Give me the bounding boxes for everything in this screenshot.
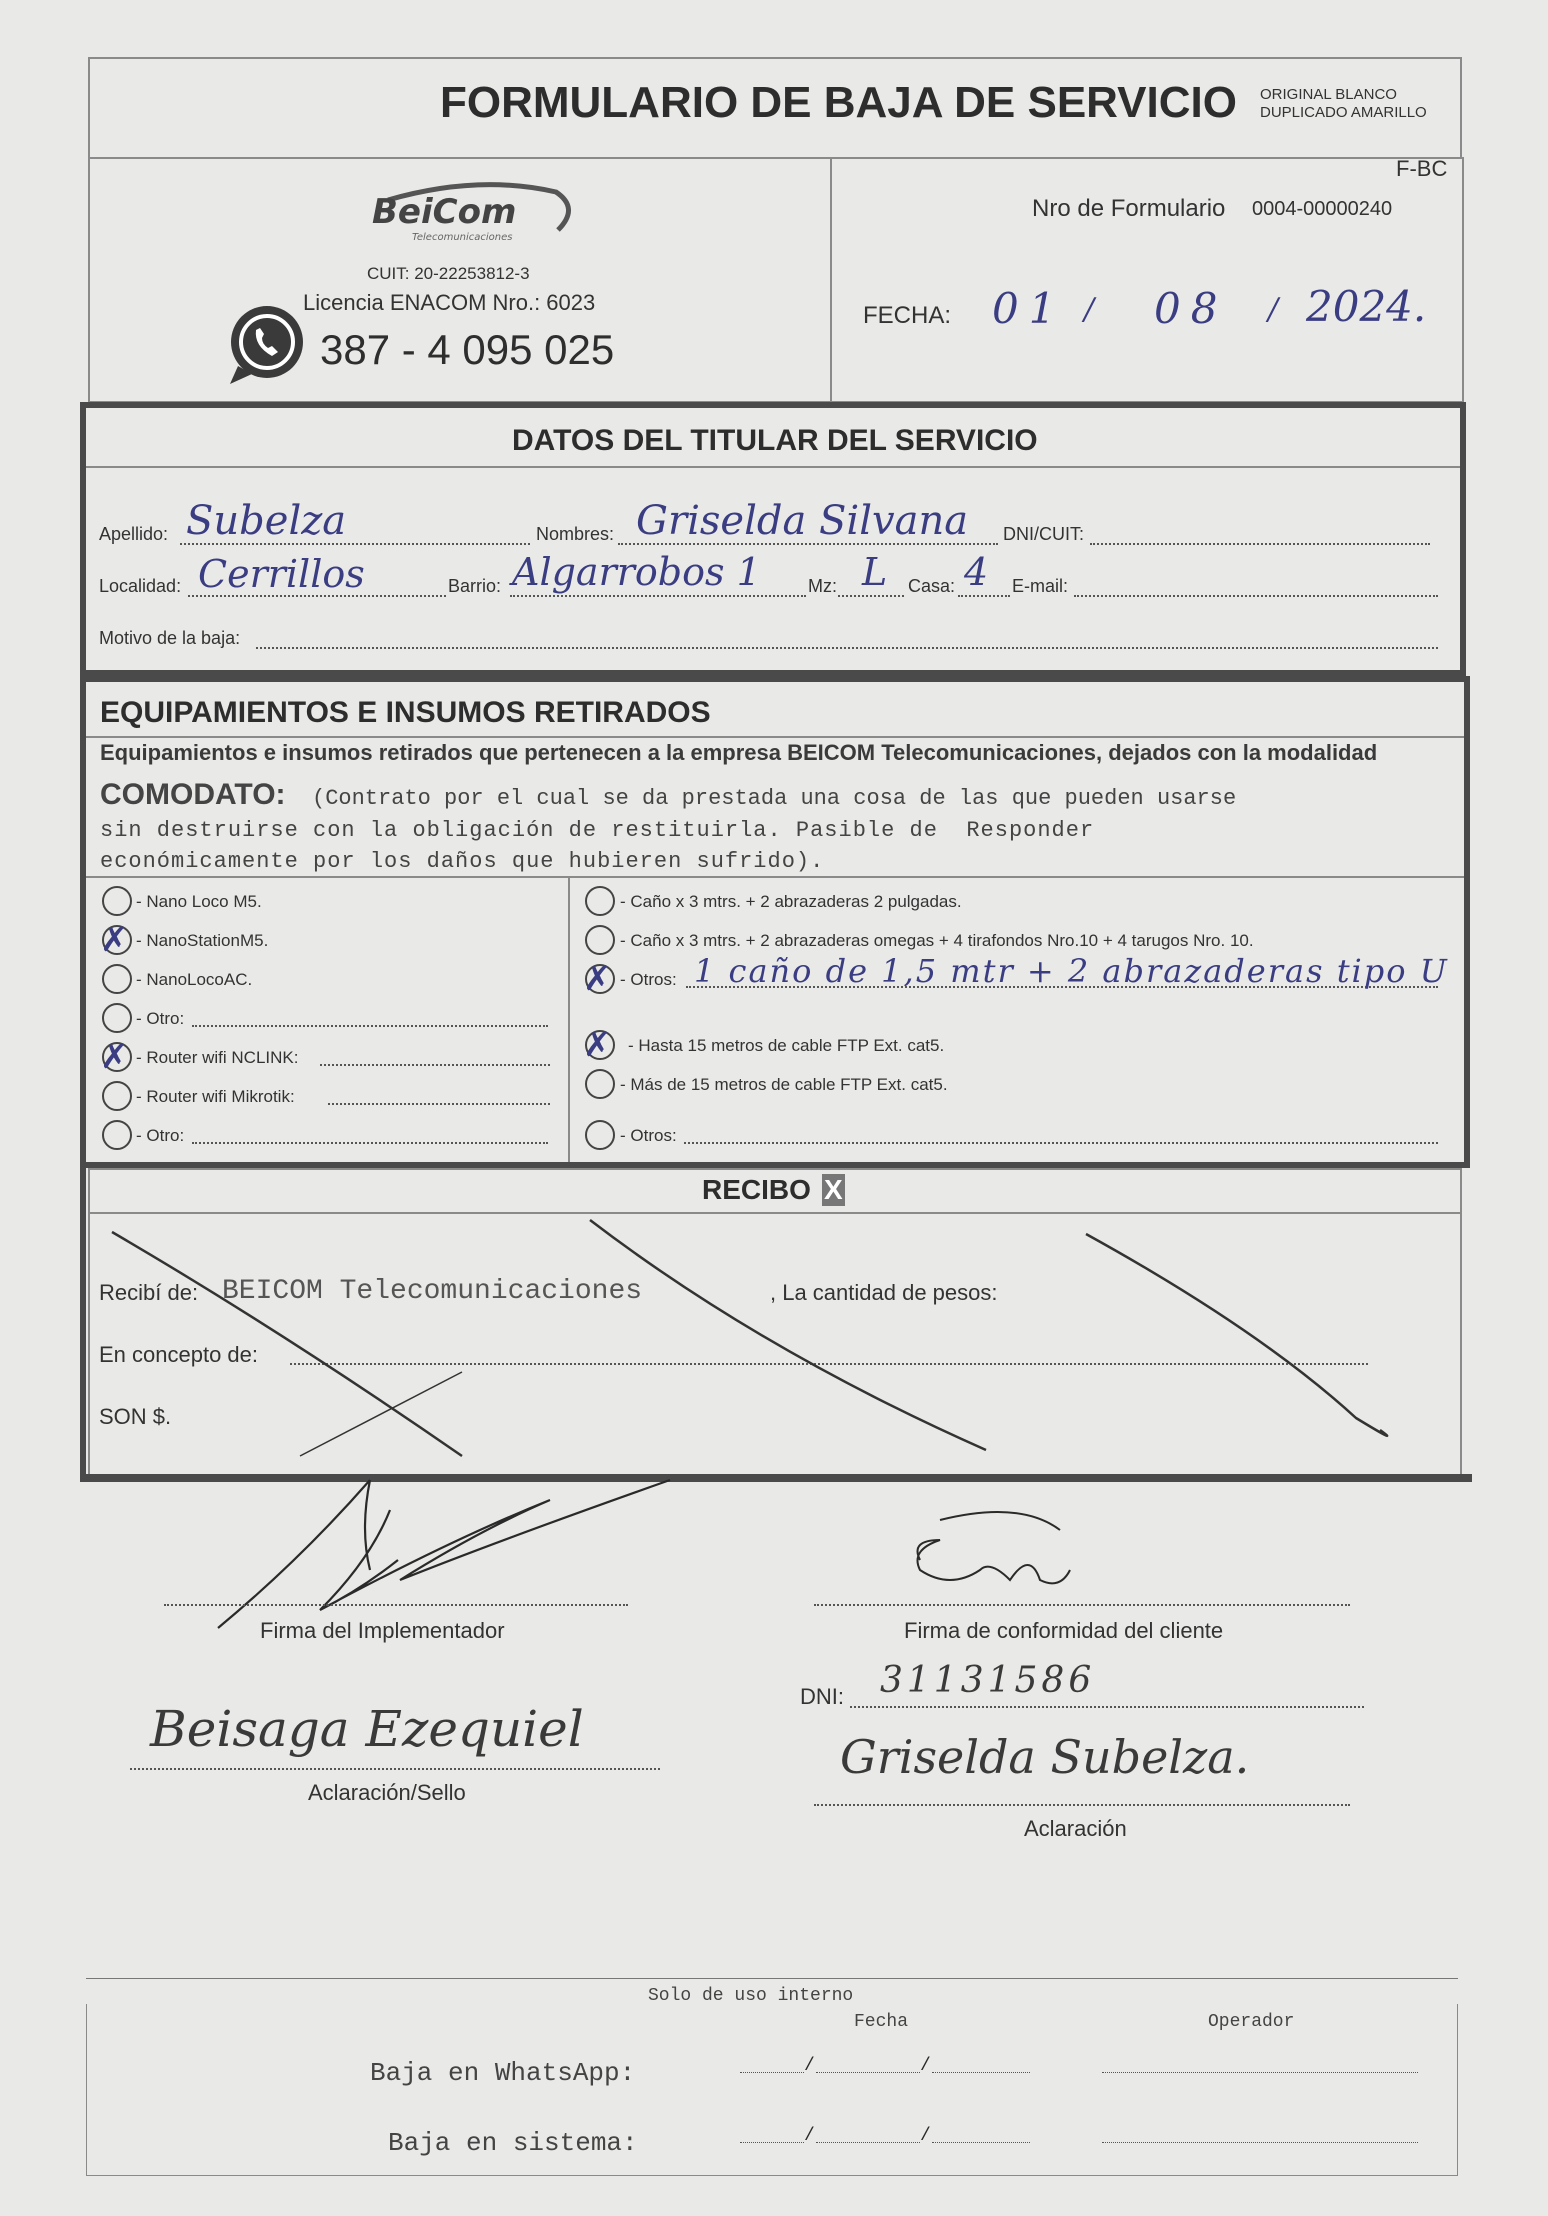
internal-col-operador: Operador [1208, 2012, 1295, 2032]
checkbox-nano-loco-m5[interactable] [102, 886, 132, 916]
whatsapp-sep-1: / [804, 2056, 815, 2076]
otro-2-line [192, 1142, 548, 1144]
implementer-name: Beisaga Ezequiel [150, 1700, 584, 1758]
son-label: SON $. [99, 1404, 172, 1429]
router-mikrotik-line [328, 1103, 550, 1105]
company-cuit: CUIT: 20-22253812-3 [367, 264, 530, 283]
recibi-value: BEICOM Telecomunicaciones [222, 1276, 643, 1307]
item-nanostation-m5: - NanoStationM5. [136, 931, 269, 950]
item-otro-1: - Otro: [136, 1009, 185, 1028]
copy-note-duplicate: DUPLICADO AMARILLO [1260, 104, 1427, 121]
date-year: 2024. [1306, 282, 1427, 331]
otro-1-line [192, 1025, 548, 1027]
internal-row-sistema: Baja en sistema: [388, 2128, 638, 2158]
motivo-line [256, 647, 1438, 649]
mz-label: Mz: [808, 576, 837, 596]
date-sep-2: / [1268, 292, 1279, 327]
checkmark-x-icon: ✗ [583, 1025, 612, 1065]
apellido-value: Subelza [186, 498, 347, 544]
recibi-label: Recibí de: [99, 1280, 199, 1305]
concepto-label: En concepto de: [99, 1342, 259, 1367]
checkmark-x-icon: ✗ [100, 1037, 129, 1077]
equipment-intro: Equipamientos e insumos retirados que pertenecen a la empresa BEICOM Telecomunicaciones, dejados con la modalidad [100, 740, 1378, 765]
item-cable-mas-15m: - Más de 15 metros de cable FTP Ext. cat5. [620, 1075, 948, 1094]
item-router-nclink: - Router wifi NCLINK: [136, 1048, 299, 1067]
date-label: FECHA: [863, 302, 952, 329]
logo-text: BeiCom [372, 192, 517, 232]
casa-line [958, 595, 1010, 597]
implementer-signature-label: Firma del Implementador [260, 1618, 505, 1643]
whatsapp-icon [222, 300, 308, 386]
comodato-text-2: sin destruirse con la obligación de restituirla. Pasible de Responder [100, 818, 1095, 843]
casa-value: 4 [964, 550, 989, 594]
casa-label: Casa: [908, 576, 956, 596]
form-number: 0004-00000240 [1252, 198, 1393, 220]
otros-2-line [684, 1142, 1438, 1144]
company-license: Licencia ENACOM Nro.: 6023 [303, 290, 596, 315]
whatsapp-year-line [932, 2072, 1030, 2073]
implementer-signature-line [164, 1604, 628, 1606]
checkbox-cable-mas-15m[interactable] [585, 1069, 615, 1099]
checkbox-router-mikrotik[interactable] [102, 1081, 132, 1111]
localidad-value: Cerrillos [198, 552, 365, 596]
client-name: Griselda Subelza. [840, 1730, 1250, 1784]
item-cable-15m: - Hasta 15 metros de cable FTP Ext. cat5. [628, 1036, 945, 1055]
client-dni-value: 31131586 [880, 1660, 1096, 1701]
nombres-label: Nombres: [536, 524, 615, 544]
form-info-box [830, 157, 1464, 403]
item-otro-2: - Otro: [136, 1126, 185, 1145]
client-name-line [814, 1804, 1350, 1806]
email-label: E-mail: [1012, 576, 1069, 596]
internal-title: Solo de uso interno [648, 1986, 854, 2006]
receipt-title-suffix: X [824, 1174, 843, 1205]
date-month: 08 [1154, 284, 1228, 333]
apellido-label: Apellido: [99, 524, 169, 544]
sistema-sep-1: / [804, 2126, 815, 2146]
whatsapp-month-line [816, 2072, 920, 2073]
equipment-title-divider [86, 736, 1464, 738]
item-cano-omegas: - Caño x 3 mtrs. + 2 abrazaderas omegas + 4 tirafondos Nro.10 + 4 tarugos Nro. 10. [620, 931, 1254, 950]
sistema-sep-2: / [920, 2126, 931, 2146]
form-title: FORMULARIO DE BAJA DE SERVICIO [440, 78, 1237, 127]
dni-cuit-label: DNI/CUIT: [1003, 524, 1084, 544]
checkbox-otro-2[interactable] [102, 1120, 132, 1150]
date-sep-1: / [1084, 292, 1095, 327]
client-signature-line [814, 1604, 1350, 1606]
comodato-word: COMODATO: [100, 778, 286, 811]
mz-line [838, 595, 904, 597]
implementer-name-label: Aclaración/Sello [308, 1780, 466, 1805]
whatsapp-day-line [740, 2072, 804, 2073]
equipment-column-divider [568, 878, 570, 1162]
motivo-label: Motivo de la baja: [99, 628, 241, 648]
implementer-signature [200, 1440, 680, 1640]
item-router-mikrotik: - Router wifi Mikrotik: [136, 1087, 295, 1106]
internal-top-rule [86, 1978, 1458, 1979]
sistema-month-line [816, 2142, 920, 2143]
client-dni-label: DNI: [800, 1684, 844, 1709]
barrio-line [510, 595, 806, 597]
checkbox-cano-2-pulgadas[interactable] [585, 886, 615, 916]
comodato-text-1: (Contrato por el cual se da prestada una cosa de las que pueden usarse [312, 786, 1237, 811]
localidad-label: Localidad: [99, 576, 182, 596]
whatsapp-sep-2: / [920, 2056, 931, 2076]
checkbox-nanoloco-ac[interactable] [102, 964, 132, 994]
item-nanoloco-ac: - NanoLocoAC. [136, 970, 253, 989]
receipt-section-title: RECIBO [702, 1174, 811, 1205]
client-signature-label: Firma de conformidad del cliente [904, 1618, 1224, 1643]
checkmark-x-icon: ✗ [583, 959, 612, 999]
item-otros-2: - Otros: [620, 1126, 677, 1145]
company-logo [368, 178, 578, 248]
form-code: F-BC [1396, 156, 1448, 181]
client-name-label: Aclaración [1024, 1816, 1127, 1841]
item-nano-loco-m5: - Nano Loco M5. [136, 892, 262, 911]
sistema-operador-line [1102, 2142, 1418, 2143]
checkbox-otro-1[interactable] [102, 1003, 132, 1033]
internal-col-fecha: Fecha [854, 2012, 909, 2032]
sistema-year-line [932, 2142, 1030, 2143]
copy-note-original: ORIGINAL BLANCO [1260, 86, 1397, 103]
email-line [1074, 595, 1438, 597]
nombres-value: Griselda Silvana [636, 498, 969, 544]
equipment-list-divider [86, 876, 1464, 878]
equipment-section-title: EQUIPAMIENTOS E INSUMOS RETIRADOS [100, 696, 711, 729]
barrio-label: Barrio: [448, 576, 502, 596]
barrio-value: Algarrobos 1 [512, 550, 761, 594]
checkmark-x-icon: ✗ [100, 920, 129, 960]
cantidad-label: , La cantidad de pesos: [770, 1280, 998, 1305]
comodato-text-3: económicamente por los daños que hubieren sufrido). [100, 849, 825, 874]
date-day: 01 [992, 284, 1066, 333]
client-signature [880, 1490, 1080, 1600]
otros-1-value: 1 caño de 1,5 mtr + 2 abrazaderas tipo U [694, 952, 1449, 990]
form-number-label: Nro de Formulario [1032, 195, 1226, 222]
holder-title-divider [86, 466, 1460, 468]
mz-value: L [862, 550, 888, 594]
item-otros-1: - Otros: [620, 970, 677, 989]
whatsapp-operador-line [1102, 2072, 1418, 2073]
logo-subtext: Telecomunicaciones [412, 232, 513, 243]
checkbox-otros-2[interactable] [585, 1120, 615, 1150]
company-phone: 387 - 4 095 025 [320, 326, 615, 373]
holder-section-title: DATOS DEL TITULAR DEL SERVICIO [512, 424, 1038, 457]
dni-cuit-line [1090, 543, 1430, 545]
sistema-day-line [740, 2142, 804, 2143]
item-cano-2-pulgadas: - Caño x 3 mtrs. + 2 abrazaderas 2 pulgadas. [620, 892, 962, 911]
router-nclink-line [320, 1064, 550, 1066]
internal-row-whatsapp: Baja en WhatsApp: [370, 2058, 636, 2088]
checkbox-cano-omegas[interactable] [585, 925, 615, 955]
client-dni-line [850, 1706, 1364, 1708]
implementer-name-line [130, 1768, 660, 1770]
